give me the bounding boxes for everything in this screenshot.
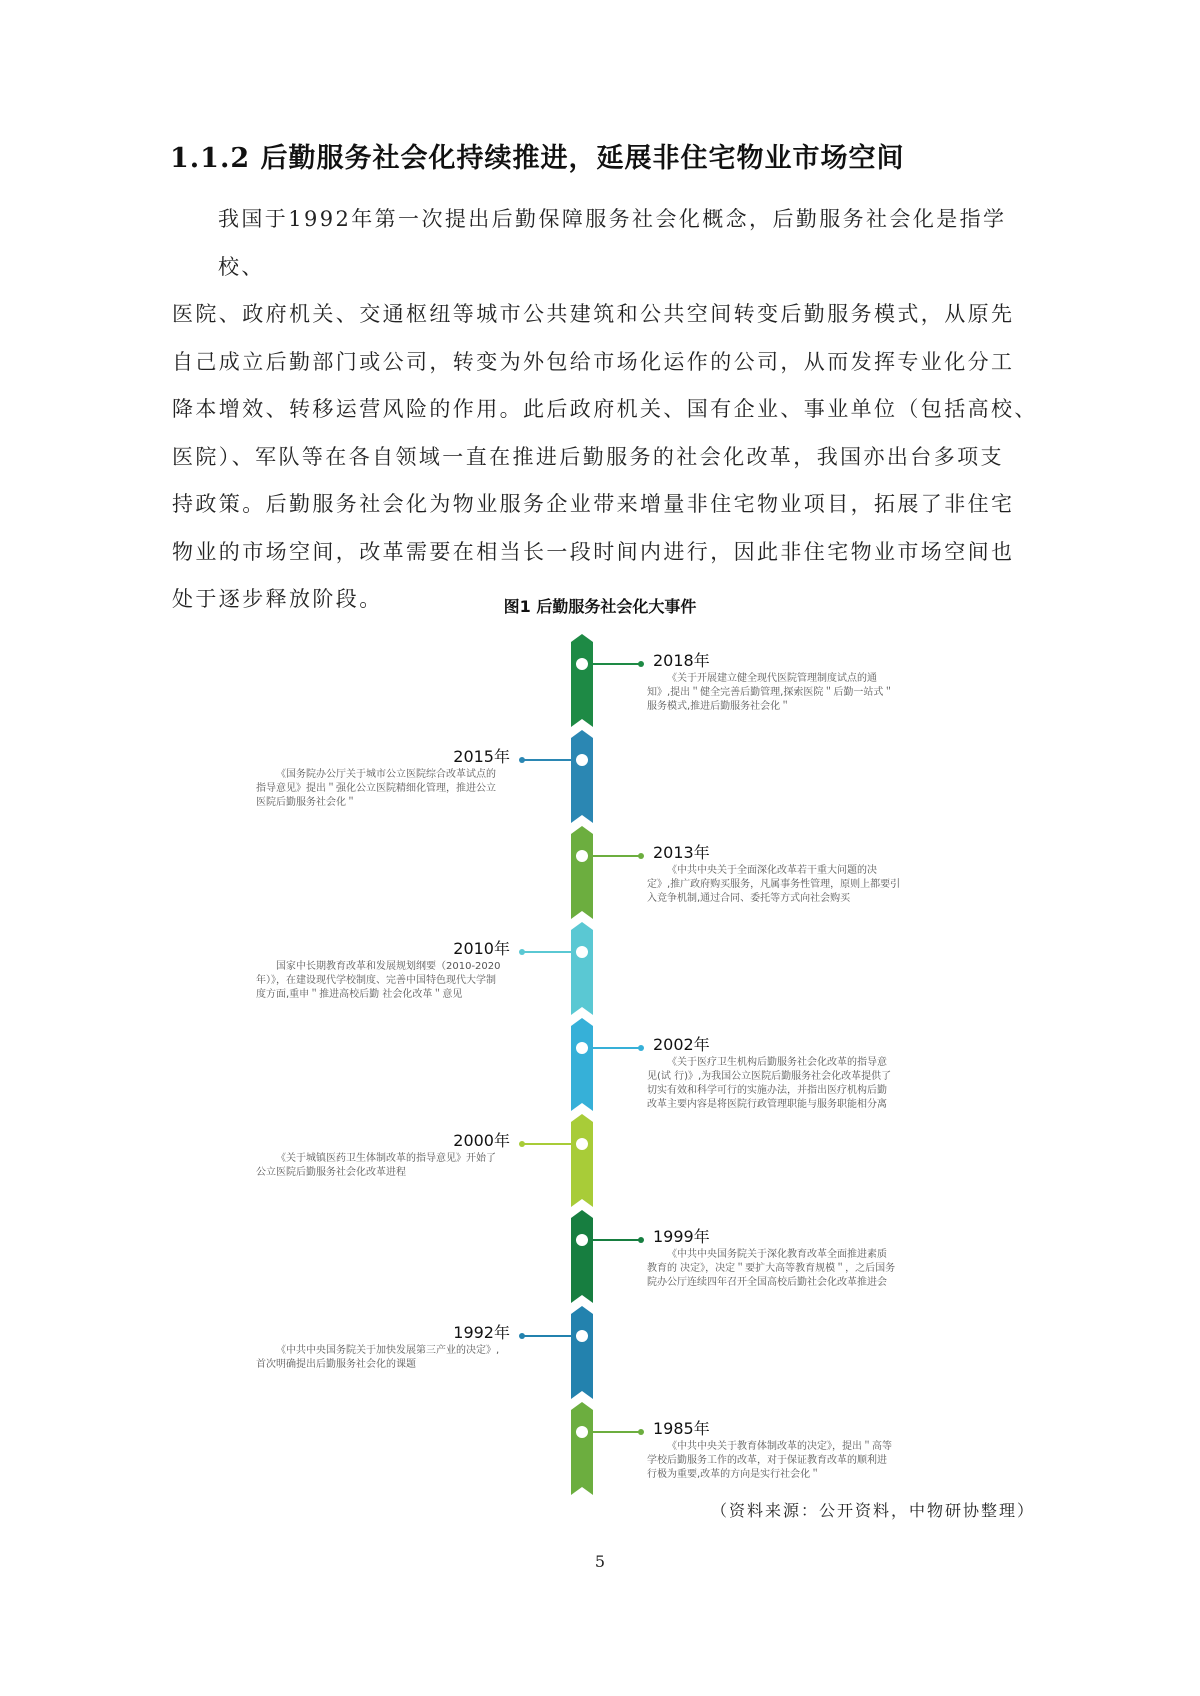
event-description: 《中共中央国务院关于加快发展第三产业的决定》, 首次明确提出后勤服务社会化的课题 — [256, 1345, 500, 1370]
timeline-node-icon — [576, 754, 588, 766]
page-number: 5 — [594, 1552, 606, 1571]
connector-dot-icon — [519, 1141, 525, 1147]
event-year: 2010年 — [453, 939, 510, 958]
timeline-segment — [571, 1402, 593, 1495]
timeline-segment — [571, 1306, 593, 1399]
connector-dot-icon — [638, 1045, 644, 1051]
connector-dot-icon — [638, 1429, 644, 1435]
timeline-node-icon — [576, 1234, 588, 1246]
event-year: 2015年 — [453, 747, 510, 766]
event-year: 1985年 — [653, 1419, 710, 1438]
event-description: 《中共中央关于教育体制改革的决定》，提出＂高等 学校后勤服务工作的改革，对于保证教育改革的顺利进 行极为重要,改革的方向是实行社会化＂ — [647, 1441, 892, 1480]
timeline-segment — [571, 922, 593, 1015]
paragraph-line: 医院）、军队等在各自领域一直在推进后勤服务的社会化改革，我国亦出台多项支 — [172, 444, 1004, 469]
section-heading: 1.1.2 后勤服务社会化持续推进，延展非住宅物业市场空间 — [170, 143, 905, 174]
event-description: 《关于城镇医药卫生体制改革的指导意见》开始了 公立医院后勤服务社会化改革进程 — [256, 1153, 496, 1178]
connector-dot-icon — [519, 757, 525, 763]
event-year: 2018年 — [653, 651, 710, 670]
paragraph-line: 处于逐步释放阶段。 — [172, 587, 383, 611]
connector-line — [522, 1143, 576, 1145]
event-description: 国家中长期教育改革和发展规划纲要（2010-2020 年）》，在建设现代学校制度、完善中国特色现代大学制 度方面,重申＂推进高校后勤 社会化改革＂意见 — [256, 961, 501, 1000]
event-year: 1999年 — [653, 1227, 710, 1246]
connector-dot-icon — [638, 661, 644, 667]
connector-line — [522, 1335, 576, 1337]
timeline-node-icon — [576, 1042, 588, 1054]
connector-dot-icon — [638, 853, 644, 859]
connector-line — [588, 1239, 640, 1241]
timeline-segment — [571, 1210, 593, 1303]
event-description: 《国务院办公厅关于城市公立医院综合改革试点的 指导意见》提出＂强化公立医院精细化管理，推进公立 医院后勤服务社会化＂ — [256, 769, 496, 808]
paragraph-line: 医院、政府机关、交通枢纽等城市公共建筑和公共空间转变后勤服务模式，从原先 — [172, 302, 1015, 326]
timeline-segment — [571, 1018, 593, 1111]
event-year: 2002年 — [653, 1035, 710, 1054]
event-year: 1992年 — [453, 1323, 510, 1342]
paragraph-line: 自己成立后勤部门或公司，转变为外包给市场化运作的公司，从而发挥专业化分工 — [172, 349, 1015, 374]
paragraph-line: 持政策。后勤服务社会化为物业服务企业带来增量非住宅物业项目，拓展了非住宅 — [172, 492, 1015, 516]
connector-line — [588, 663, 640, 665]
timeline-node-icon — [576, 1330, 588, 1342]
event-description: 《关于医疗卫生机构后勤服务社会化改革的指导意 见(试 行)》,为我国公立医院后勤服务社会化改革提供了 切实有效和科学可行的实施办法，并指出医疗机构后勤 改革主要内容是将医院行政管理职能与服务职能相分离 — [647, 1057, 892, 1110]
paragraph-line: 我国于1992年第一次提出后勤保障服务社会化概念，后勤服务社会化是指学校、 — [218, 207, 1007, 279]
connector-dot-icon — [519, 1333, 525, 1339]
connector-dot-icon — [638, 1237, 644, 1243]
timeline-node-icon — [576, 1138, 588, 1150]
event-year: 2013年 — [653, 843, 710, 862]
connector-line — [588, 855, 640, 857]
event-description: 《中共中央国务院关于深化教育改革全面推进素质 教育的 决定》，决定＂要扩大高等教育规模＂，之后国务 院办公厅连续四年召开全国高校后勤社会化改革推进会 — [647, 1249, 896, 1288]
timeline-node-icon — [576, 1426, 588, 1438]
event-year: 2000年 — [453, 1131, 510, 1150]
figure-title: 图1 后勤服务社会化大事件 — [503, 597, 697, 616]
connector-line — [522, 759, 576, 761]
connector-line — [588, 1431, 640, 1433]
timeline-segment — [571, 826, 593, 919]
timeline-node-icon — [576, 850, 588, 862]
event-description: 《中共中央关于全面深化改革若干重大问题的决 定》,推广政府购买服务，凡属事务性管理，原则上都要引 入竞争机制,通过合同、委托等方式向社会购买 — [647, 865, 901, 904]
paragraph-line: 降本增效、转移运营风险的作用。此后政府机关、国有企业、事业单位（包括高校、 — [172, 397, 1038, 421]
timeline-segment — [571, 634, 593, 727]
timeline-node-icon — [576, 946, 588, 958]
timeline-segment — [571, 730, 593, 823]
event-description: 《关于开展建立健全现代医院管理制度试点的通 知》,提出＂健全完善后勤管理,探索医院＂后勤一站式＂ 服务模式,推进后勤服务社会化＂ — [647, 673, 894, 712]
figure-source: （资料来源：公开资料，中物研协整理） — [710, 1501, 1035, 1520]
connector-dot-icon — [519, 949, 525, 955]
connector-line — [588, 1047, 640, 1049]
paragraph-line: 物业的市场空间，改革需要在相当长一段时间内进行，因此非住宅物业市场空间也 — [172, 539, 1015, 564]
timeline-node-icon — [576, 658, 588, 670]
timeline-segment — [571, 1114, 593, 1207]
connector-line — [522, 951, 576, 953]
